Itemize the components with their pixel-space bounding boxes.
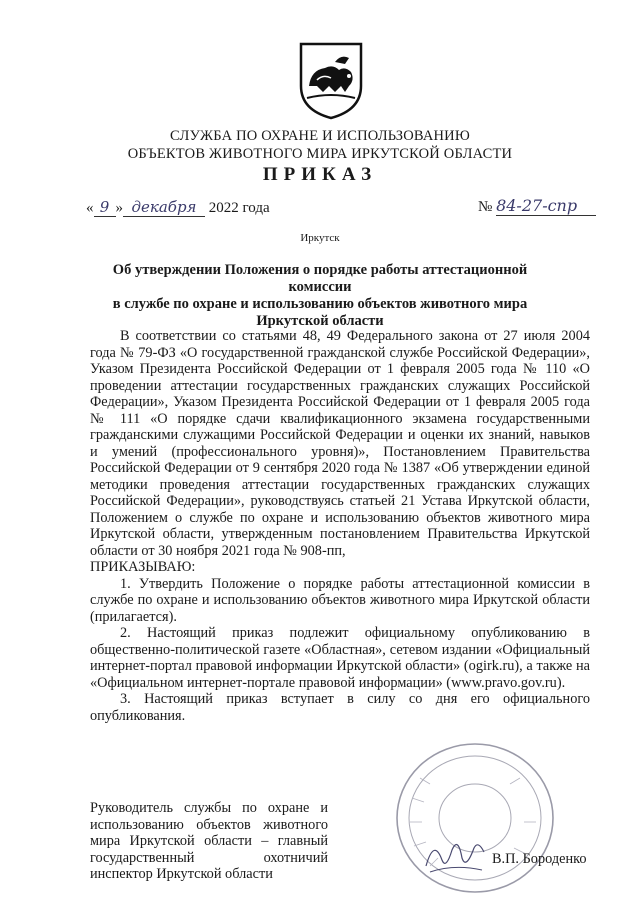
signatory-position: Руководитель службы по охране и использованию объектов животного мира Иркутской области – главный государственный охотничий инспектор Иркутской области [90,800,328,882]
agency-name-line2: ОБЪЕКТОВ ЖИВОТНОГО МИРА ИРКУТСКОЙ ОБЛАСТИ [127,146,513,162]
coat-of-arms-emblem [295,40,367,120]
signatory-name: В.П. Бороденко [492,851,587,867]
city-name: Иркутск [300,232,340,244]
order-subject [80,262,560,330]
order-date [86,198,286,222]
subject-line3: Иркутской области [256,313,384,329]
subject-line2: в службе по охране и использованию объектов животного мира [112,296,528,312]
subject-line1: Об утверждении Положения о порядке работы аттестационной комиссии [112,262,528,295]
date-year: 2022 года [208,200,270,216]
order-item-1: 1. Утвердить Положение о порядке работы аттестационной комиссии в службе по охране и использованию объектов животного мира Иркутской области (прилагается). [90,575,590,625]
date-quote-open: « [86,200,94,216]
number-value: 84-27-спр [496,196,596,216]
agency-name-line1: СЛУЖБА ПО ОХРАНЕ И ИСПОЛЬЗОВАНИЮ [170,128,470,144]
preamble-paragraph: В соответствии со статьями 48, 49 Федерального закона от 27 июля 2004 года № 79-ФЗ «О государственной гражданской службе Российской Федерации», Указом Президента Российской Федерации от 1 февраля 2005 года № 110 «О проведении аттестации государственных гражданских служащих Российской Федерации», Указом Президента Российской Федерации от 1 февраля 2005 года № 111 «О порядке сдачи квалификационного экзамена государственными гражданскими служащими Российской Федерации и оценки их знаний, навыков и умений (профессионального уровня)», Постановлением Правительства Российской Федерации от 9 сентября 2020 года № 1387 «Об утверждении единой методики проведения аттестации государственных гражданских служащих Российской Федерации», руководствуясь статьей 21 Устава Иркутской области, Положением о службе по охране и использованию объектов животного мира Иркутской области, утвержденным постановлением Правительства Иркутской области от 30 ноября 2021 года № 908-пп, [90,328,590,559]
date-month: декабря [123,198,205,217]
date-day: 9 [94,198,116,217]
orders-word: ПРИКАЗЫВАЮ: [90,559,196,575]
order-item-2: 2. Настоящий приказ подлежит официальному опубликованию в общественно-политической газете «Областная», сетевом издании «Официальный интернет-портал правовой информации Иркутской области» (ogirk.ru), а также на «Официальном интернет-портале правовой информации» (www.pravo.gov.ru). [90,625,590,691]
order-item-3: 3. Настоящий приказ вступает в силу со дня его официального опубликования. [90,691,590,724]
date-quote-close: » [115,200,123,216]
document-type-title: ПРИКАЗ [262,164,378,185]
handwritten-signature [420,830,490,880]
order-body [90,328,590,724]
order-number [478,196,618,222]
number-sign: № [478,199,493,215]
